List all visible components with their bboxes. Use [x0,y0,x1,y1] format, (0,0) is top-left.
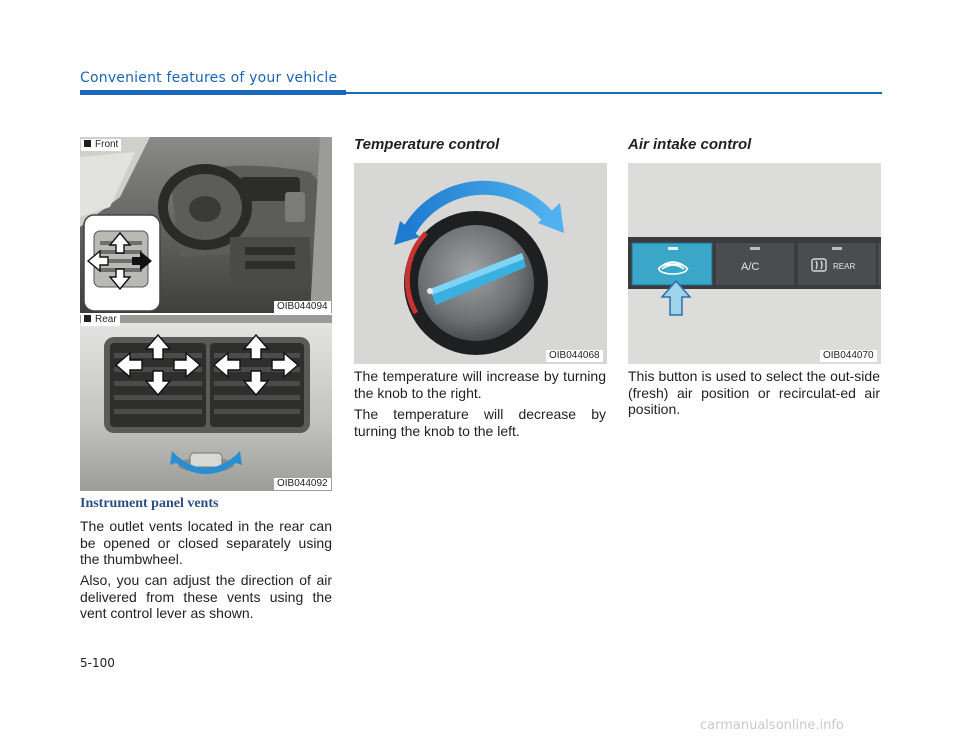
section-header-title: Convenient features of your vehicle [80,70,338,86]
header-rule-thin [346,92,882,94]
right-paragraph-1: This button is used to select the out-side (fresh) air position or recirculat-ed air position. [628,368,880,417]
rear-figure-code: OIB044092 [274,478,331,490]
watermark-text: carmanualsonline.info [700,718,844,733]
ac-button-label: A/C [741,261,760,273]
middle-paragraph-2: The temperature will decrease by turning the knob to the left. [354,406,606,439]
temperature-knob-figure [354,163,607,364]
bullet-square-icon [84,140,91,147]
air-intake-figure [628,163,881,364]
rear-defrost-button-label: REAR [833,262,856,271]
rear-figure-label [81,314,120,326]
front-figure-label [81,139,121,151]
front-figure-code: OIB044094 [274,301,331,313]
temperature-control-title: Temperature control [354,136,500,153]
rear-label-text: Rear [95,314,117,325]
header-rule-thick [80,90,346,95]
left-paragraph-1: The outlet vents located in the rear can be opened or closed separately using the thumbwheel. [80,518,332,567]
middle-paragraph-1: The temperature will increase by turning the knob to the right. [354,368,606,401]
air-intake-figure-code: OIB044070 [820,350,877,362]
air-intake-control-title: Air intake control [628,136,752,153]
rear-vent-figure [80,315,332,491]
temperature-figure-code: OIB044068 [546,350,603,362]
bullet-square-icon [84,315,91,322]
front-vent-figure [80,137,332,313]
page-number: 5-100 [80,656,115,670]
left-paragraph-2: Also, you can adjust the direction of air delivered from these vents using the vent control lever as shown. [80,572,332,621]
front-label-text: Front [95,139,119,150]
instrument-panel-vents-heading: Instrument panel vents [80,496,219,511]
